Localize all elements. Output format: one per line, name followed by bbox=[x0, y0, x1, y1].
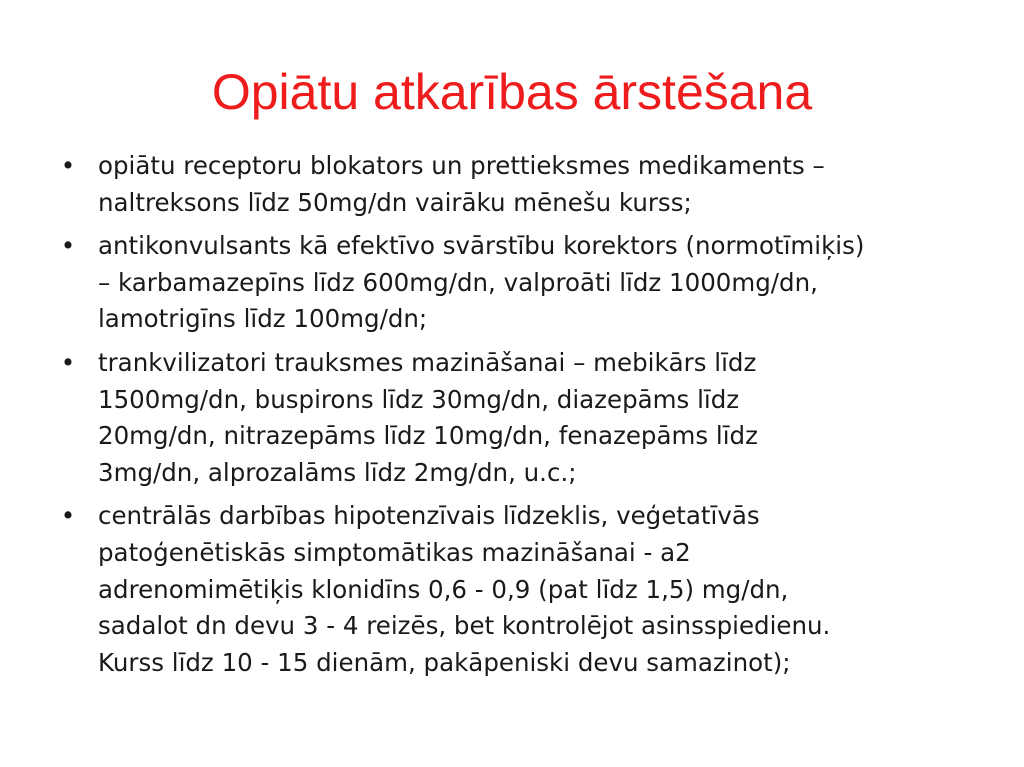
bullet-text: opiātu receptoru blokators un prettieksmes medikaments – naltreksons līdz 50mg/dn vairāku mēnešu kurss; bbox=[98, 151, 825, 217]
bullet-list bbox=[58, 148, 958, 688]
bullet-item bbox=[58, 498, 958, 681]
bullet-icon: • bbox=[60, 151, 76, 180]
bullet-icon: • bbox=[60, 501, 76, 531]
bullet-item bbox=[58, 228, 958, 338]
bullet-icon: • bbox=[60, 231, 76, 261]
bullet-text: trankvilizatori trauksmes mazināšanai – mebikārs līdz 1500mg/dn, buspirons līdz 30mg/dn, diazepāms līdz 20mg/dn, nitrazepāms līdz 10mg/dn, fenazepāms līdz 3mg/dn, alprozalāms līdz 2mg/dn, u.c.; bbox=[98, 347, 758, 487]
bullet-item bbox=[58, 148, 958, 221]
bullet-icon: • bbox=[60, 347, 76, 377]
bullet-text: centrālās darbības hipotenzīvais līdzeklis, veģetatīvās patoģenētiskās simptomātikas mazināšanai - a2 adrenomimētiķis klonidīns 0,6 - 0,9 (pat līdz 1,5) mg/dn, sadalot dn devu 3 - 4 reizēs, bet kontrolējot asinsspiedienu. Kurss līdz 10 - 15 dienām, pakāpeniski devu samazinot); bbox=[98, 501, 831, 677]
bullet-item bbox=[58, 345, 958, 491]
bullet-text: antikonvulsants kā efektīvo svārstību korektors (normotīmiķis) – karbamazepīns līdz 600mg/dn, valproāti līdz 1000mg/dn, lamotrigīns līdz 100mg/dn; bbox=[98, 231, 865, 334]
slide-title: Opiātu atkarības ārstēšana bbox=[211, 64, 813, 120]
